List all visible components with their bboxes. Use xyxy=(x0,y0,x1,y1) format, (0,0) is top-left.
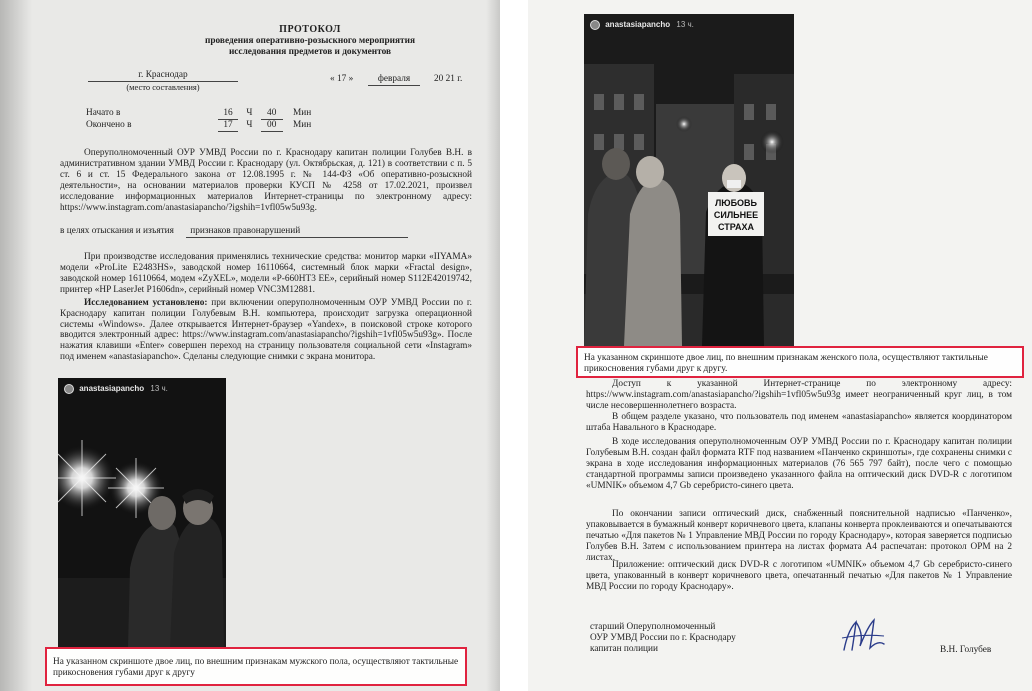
instagram-story-screenshot xyxy=(58,378,226,648)
handwritten-signature xyxy=(838,616,888,656)
avatar xyxy=(590,20,600,30)
paragraph-packaging: По окончании записи оптический диск, снабженный пояснительной надписью «Панченко», упаковывается в бумажный конверт коричневого цвета, клапаны конверта проклеиваются и опечатываются печатью «Для пакетов № 1 Управление МВД России по городу Краснодару», которая заверяется подписью Голубев В.Н. Затем с использованием принтера на листах формата А4 распечатан: протокол ОРМ на 2 листах. xyxy=(586,509,1012,563)
end-minutes: 00 xyxy=(261,120,283,132)
protocol-page-2 xyxy=(528,0,1032,691)
place-hint: (место составления) xyxy=(126,82,200,92)
protest-sign-line2: СИЛЬНЕЕ xyxy=(713,210,759,220)
date-month: февраля xyxy=(368,74,420,86)
story-username: anastasiapancho xyxy=(605,20,671,30)
protest-sign-line3: СТРАХА xyxy=(718,222,754,232)
paragraph-findings xyxy=(60,298,472,363)
start-minutes: 40 xyxy=(261,108,283,120)
protocol-subtitle-line2: исследования предметов и документов xyxy=(228,47,392,57)
place-field: г. Краснодар xyxy=(88,70,238,82)
purpose-label: в целях отыскания и изъятия xyxy=(60,226,174,236)
story-username: anastasiapancho xyxy=(79,384,145,394)
end-hours: 17 xyxy=(218,120,238,132)
hours-unit: Ч xyxy=(246,108,253,118)
instagram-story-screenshot xyxy=(584,14,794,346)
story-photo-street-protest xyxy=(584,14,794,346)
findings-label: Исследованием установлено: xyxy=(84,298,208,308)
protocol-page-1 xyxy=(0,0,500,691)
story-photo-night-scene xyxy=(58,378,226,648)
page-shadow xyxy=(486,0,500,691)
date-year: 20 21 г. xyxy=(434,74,463,84)
avatar xyxy=(64,384,74,394)
story-header xyxy=(590,20,694,30)
protest-sign-line1: ЛЮБОВЬ xyxy=(714,198,758,208)
story-time: 13 ч. xyxy=(676,20,694,30)
protocol-subtitle-line1: проведения оперативно-розыскного мероприятия xyxy=(204,36,416,46)
paragraph-attachment: Приложение: оптический диск DVD-R с логотипом «UMNIK» объемом 4,7 Gb серебристо-синего цвета, упакованный в конверт коричневого цвета, опечатанный печатью «Для пакетов № 1 Управление МВД России по городу Краснодару». xyxy=(586,560,1012,592)
purpose-value: признаков правонарушений xyxy=(186,226,408,238)
minutes-unit: Мин xyxy=(293,108,312,118)
minutes-unit: Мин xyxy=(293,120,312,130)
paragraph-equipment: При производстве исследования применялись технические средства: монитор марки «IIYAMA» модели «ProLite E2483HS», заводской номер 16110664, системный блок марки «Fractal design», заводской номер 16110664, модем «ZyXEL», модели «P-660HT3 EE», серийный номер S112E42019742, принтер «HP LaserJet P1606dn», серийный номер VNC3M12881. xyxy=(60,252,472,295)
paragraph-file-created: В ходе исследования оперуполномоченным ОУР УМВД России по г. Краснодару капитан полиции Голубевым В.Н. создан файл формата RTF под названием «Панченко скриншоты», где сохранены снимки с экрана в ходе исследования информационных материалов (76 565 797 байт), после чего с помощью стандартной программы записи произведено указанного файла на оптический диск DVD-R с логотипом «UMNIK» объемом 4,7 Gb серебристо-синего цвета. xyxy=(586,437,1012,491)
signer-name: В.Н. Голубев xyxy=(940,645,992,655)
highlighted-caption: На указанном скриншоте двое лиц, по внешним признакам женского пола, осуществляют тактильные прикосновения губами друг к другу. xyxy=(576,346,1024,378)
date-day: « 17 » xyxy=(330,74,354,84)
findings-text: при включении оперуполномоченным ОУР УМВД России по г. Краснодару капитан полиции Голубевым В.Н. компьютера, происходит загрузка операционной системы «Windows». Далее открывается Интернет-браузер «Yandex», в поисковой строке которого вводится электронный адрес: https://www.instagram.com/anastasiapancho/?igshih=1vfl05w5u93g». После нажатия клавиши «Enter» совершен переход на страницу пользователя социальной сети «Instagram» под именем «anastasiapancho». Сделаны следующие снимки с экрана монитора. xyxy=(60,298,473,362)
end-time xyxy=(218,120,311,132)
story-header xyxy=(64,384,168,394)
hours-unit: Ч xyxy=(246,120,253,130)
signer-position-line3: капитан полиции xyxy=(590,644,658,654)
protocol-title: ПРОТОКОЛ xyxy=(279,24,341,35)
start-time xyxy=(218,108,311,120)
page-shadow xyxy=(0,0,32,691)
paragraph-coordinator: В общем разделе указано, что пользователь под именем «anastasiapancho» является координатором штаба Навального в Краснодаре. xyxy=(586,412,1012,433)
paragraph-access: Доступ к указанной Интернет-странице по электронному адресу: https://www.instagram.com/anastasiapancho/?igshih=1vfl05w5u93g имеет неограниченный круг лиц, в том числе несовершеннолетнего возраста. xyxy=(586,379,1012,411)
start-hours: 16 xyxy=(218,108,238,120)
start-label: Начато в xyxy=(86,108,121,118)
paragraph-intro: Оперуполномоченный ОУР УМВД России по г. Краснодару капитан полиции Голубев В.Н. в административном здании УМВД России г. Краснодару (ул. Октябрьская, д. 121) в соответствии с п. 5 ст. 6 и ст. 15 Федерального закона от 12.08.1995 г. № 144-ФЗ «Об оперативно-розыскной деятельности», на основании материалов проверки КУСП № 4258 от 17.02.2021, произвел исследование информационных материалов Интернет-страницы по электронному адресу: https://www.instagram.com/anastasiapancho/?igshih=1vfl05w5u93g. xyxy=(60,148,472,213)
highlighted-caption: На указанном скриншоте двое лиц, по внешним признакам мужского пола, осуществляют тактильные прикосновения губами друг к другу xyxy=(45,647,467,686)
signer-position-line2: ОУР УМВД России по г. Краснодару xyxy=(590,633,736,643)
story-time: 13 ч. xyxy=(150,384,168,394)
purpose-row xyxy=(60,226,408,238)
signer-position-line1: старший Оперуполномоченный xyxy=(590,622,716,632)
end-label: Окончено в xyxy=(86,120,132,130)
